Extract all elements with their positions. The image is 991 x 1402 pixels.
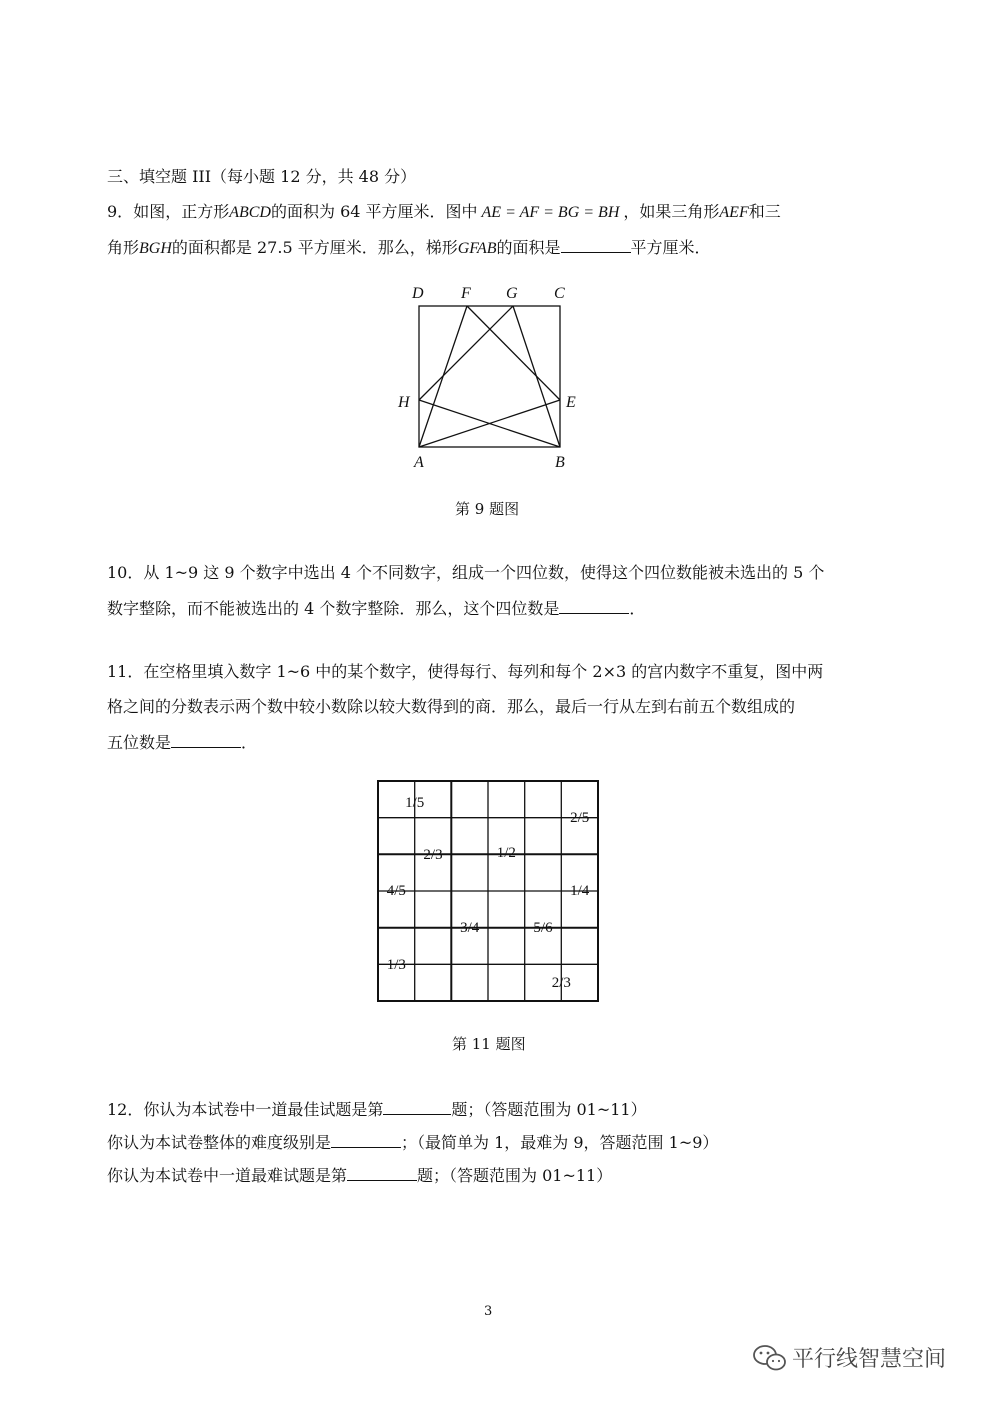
label-d: D [412, 285, 424, 302]
q9-line-2 [107, 236, 711, 259]
page-number: 3 [484, 1304, 493, 1319]
q11-line-2: 格之间的分数表示两个数中较小数除以较大数得到的商．那么，最后一行从左到右前五个数组成的 [107, 697, 796, 716]
difficulty-level-blank[interactable] [331, 1131, 401, 1148]
best-question-blank[interactable] [383, 1098, 451, 1115]
fraction-2-3-upper: 2/3 [423, 847, 443, 863]
fraction-4-5: 4/5 [386, 883, 406, 899]
fraction-2-5: 2/5 [570, 810, 590, 826]
q12-line-3 [107, 1164, 612, 1186]
fraction-5-6: 5/6 [533, 920, 553, 936]
q9-number: 9． [107, 202, 134, 221]
q9-text: ，如果三角形 [623, 202, 720, 221]
watermark-text: 平行线智慧空间 [792, 1347, 947, 1372]
fraction-1-3: 1/3 [386, 957, 406, 973]
label-e: E [566, 394, 576, 411]
q11-answer-blank[interactable] [171, 731, 241, 748]
segment-gh [419, 306, 513, 400]
q9-text: 平方厘米． [630, 238, 711, 257]
q9-caption: 第 9 题图 [455, 500, 520, 518]
q12-text: 你认为本试卷整体的难度级别是 [107, 1133, 332, 1152]
q10-line-1: 10．从 1~9 这 9 个数字中选出 4 个不同数字，组成一个四位数，使得这个四位数能被未选出的 5 个 [107, 563, 825, 582]
q9-line-1 [107, 202, 781, 223]
q9-trapezoid-name: GFAB [457, 240, 497, 257]
q9-text: 的面积都是 27.5 平方厘米．那么，梯形 [171, 238, 458, 257]
q11-line-1: 11．在空格里填入数字 1~6 中的某个数字，使得每行、每列和每个 2×3 的宫内数字不重复，图中两 [107, 662, 824, 681]
q11-text: 五位数是 [107, 733, 172, 752]
segment-fe [467, 306, 560, 400]
fraction-3-4: 3/4 [460, 920, 480, 936]
q9-triangle-aef: AEF [719, 204, 749, 221]
q11-line-3 [107, 731, 257, 753]
q11-text: ． [241, 733, 258, 752]
q12-text: 12．你认为本试卷中一道最佳试题是第 [107, 1100, 384, 1119]
q9-geometry-figure [390, 278, 590, 478]
wechat-icon [752, 1343, 788, 1373]
q9-answer-blank[interactable] [561, 236, 631, 253]
q9-text: 如图，正方形 [133, 202, 230, 221]
label-g: G [506, 285, 518, 302]
q12-line-2 [107, 1131, 718, 1153]
label-h: H [398, 394, 410, 411]
label-c: C [554, 285, 565, 302]
q9-text: 和三 [748, 202, 781, 221]
hardest-question-blank[interactable] [347, 1164, 417, 1181]
q11-caption: 第 11 题图 [452, 1035, 526, 1053]
q10-line-2 [107, 597, 645, 619]
label-a: A [414, 454, 424, 471]
q9-square-name: ABCD [229, 204, 271, 221]
q9-text: 的面积为 64 平方厘米．图中 [270, 202, 478, 221]
watermark [752, 1342, 946, 1373]
q9-text: 角形 [107, 238, 140, 257]
q12-text: ；（最简单为 1，最难为 9，答题范围 1~9） [401, 1133, 719, 1152]
label-b: B [555, 454, 565, 471]
q10-answer-blank[interactable] [559, 597, 629, 614]
q12-text: 你认为本试卷中一道最难试题是第 [107, 1166, 348, 1185]
q9-equation: AE = AF = BG = BH [481, 204, 620, 221]
q11-sudoku-grid [370, 775, 606, 1007]
square-abcd [419, 306, 560, 447]
q9-text: 的面积是 [496, 238, 561, 257]
label-f: F [461, 285, 471, 302]
q12-text: 题；（答题范围为 01~11） [451, 1100, 647, 1119]
segment-bg [513, 306, 560, 447]
fraction-1-2: 1/2 [496, 845, 516, 861]
fraction-1-5: 1/5 [405, 795, 425, 811]
section-title: 三、填空题 III（每小题 12 分，共 48 分） [107, 167, 417, 186]
q9-triangle-bgh: BGH [139, 240, 172, 257]
q12-text: 题；（答题范围为 01~11） [417, 1166, 613, 1185]
fraction-2-3-lower: 2/3 [551, 975, 571, 991]
q10-text: ． [629, 599, 646, 618]
q12-line-1 [107, 1098, 647, 1120]
q10-text: 数字整除，而不能被选出的 4 个数字整除．那么，这个四位数是 [107, 599, 560, 618]
fraction-1-4: 1/4 [570, 883, 590, 899]
